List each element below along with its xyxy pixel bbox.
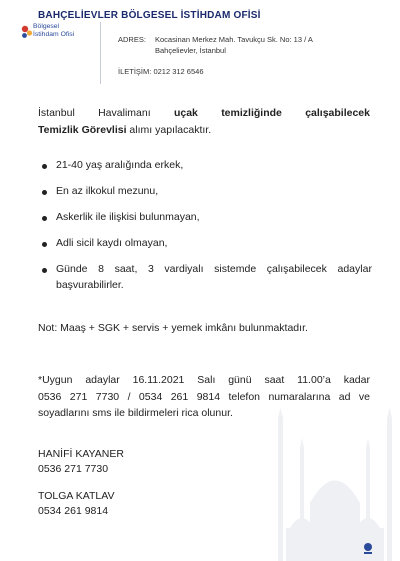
address-line-2: Bahçelievler, İstanbul — [155, 46, 226, 55]
contact-phone: 0212 312 6546 — [153, 67, 204, 76]
app-word: Salı — [197, 374, 216, 386]
bullet-icon — [42, 268, 47, 273]
app-word: 9814 — [196, 391, 221, 403]
intro-line-1 — [38, 107, 370, 119]
bullet-icon — [42, 190, 47, 195]
contact-name: TOLGA KATLAV — [38, 490, 115, 502]
requirement-item: En az ilkokul mezunu, — [56, 185, 159, 197]
app-word: kadar — [343, 374, 370, 386]
contact-phone-number: 0534 261 9814 — [38, 505, 109, 517]
app-word: 271 — [69, 391, 88, 403]
app-word: 7730 — [95, 391, 120, 403]
logo-line-1: Bölgesel — [33, 23, 60, 30]
app-word: 11.00’a — [297, 374, 331, 386]
req-word: saat, — [114, 263, 138, 275]
application-line-3: soyadlarını sms ile bildirmeleri rica olunur. — [38, 407, 233, 419]
requirement-item: Adli sicil kaydı olmayan, — [56, 237, 168, 249]
app-word: ad — [338, 391, 351, 403]
contact-phone-number: 0536 271 7730 — [38, 463, 109, 475]
app-word: / — [127, 391, 131, 403]
intro-word: Havalimanı — [98, 107, 151, 119]
contact-info — [118, 67, 204, 76]
bullet-icon — [42, 164, 47, 169]
intro-word: çalışabilecek — [305, 107, 370, 119]
application-line-1 — [38, 374, 370, 386]
contact-label: İLETİŞİM: — [118, 67, 152, 76]
intro-word: temizliğinde — [221, 107, 282, 119]
requirement-item: 21-40 yaş aralığında erkek, — [56, 159, 184, 171]
intro-word: uçak — [173, 107, 198, 119]
mosque-watermark-icon — [270, 408, 400, 561]
app-word: 16.11.2021 — [132, 374, 185, 386]
requirement-item-line-2: başvurabilirler. — [56, 279, 124, 291]
req-word: adaylar — [337, 263, 372, 275]
req-word: vardiyalı — [164, 263, 204, 275]
job-title: Temizlik Görevlisi — [38, 124, 127, 136]
app-word: adaylar — [85, 374, 120, 386]
bullet-icon — [42, 216, 47, 221]
app-word: *Uygun — [38, 374, 73, 386]
requirement-item: Askerlik ile ilişkisi bulunmayan, — [56, 211, 200, 223]
app-word: günü — [228, 374, 252, 386]
intro-word: İstanbul — [38, 107, 75, 119]
logo-text — [33, 23, 74, 38]
intro-line-2 — [38, 124, 211, 136]
app-word: telefon — [228, 391, 261, 403]
req-word: çalışabilecek — [266, 263, 327, 275]
req-word: 3 — [147, 263, 154, 275]
app-word: 261 — [170, 391, 189, 403]
logo-line-2: İstihdam Ofisi — [33, 30, 75, 38]
address-line-1: Kocasinan Merkez Mah. Tavukçu Sk. No: 13 / A — [155, 35, 313, 44]
app-word: numaralarına — [268, 391, 331, 403]
app-word: ve — [358, 391, 370, 403]
intro-rest: alımı yapılacaktır. — [126, 124, 212, 136]
address-label: ADRES: — [118, 35, 146, 44]
logo-mark-icon — [20, 24, 34, 40]
office-title: BAHÇELİEVLER BÖLGESEL İSTİHDAM OFİSİ — [38, 10, 261, 21]
app-word: 0534 — [138, 391, 163, 403]
application-line-2 — [38, 391, 370, 403]
req-word: 8 — [98, 263, 104, 275]
contact-name: HANİFİ KAYANER — [38, 448, 124, 460]
bullet-icon — [42, 242, 47, 247]
emblem-icon — [364, 543, 372, 554]
app-word: 0536 — [38, 391, 62, 403]
requirement-item-line-1 — [56, 263, 372, 275]
header-divider — [100, 22, 101, 84]
req-word: sistemde — [214, 263, 257, 275]
benefits-note: Not: Maaş + SGK + servis + yemek imkânı bulunmaktadır. — [38, 322, 308, 334]
req-word: Günde — [56, 263, 88, 275]
app-word: saat — [264, 374, 285, 386]
